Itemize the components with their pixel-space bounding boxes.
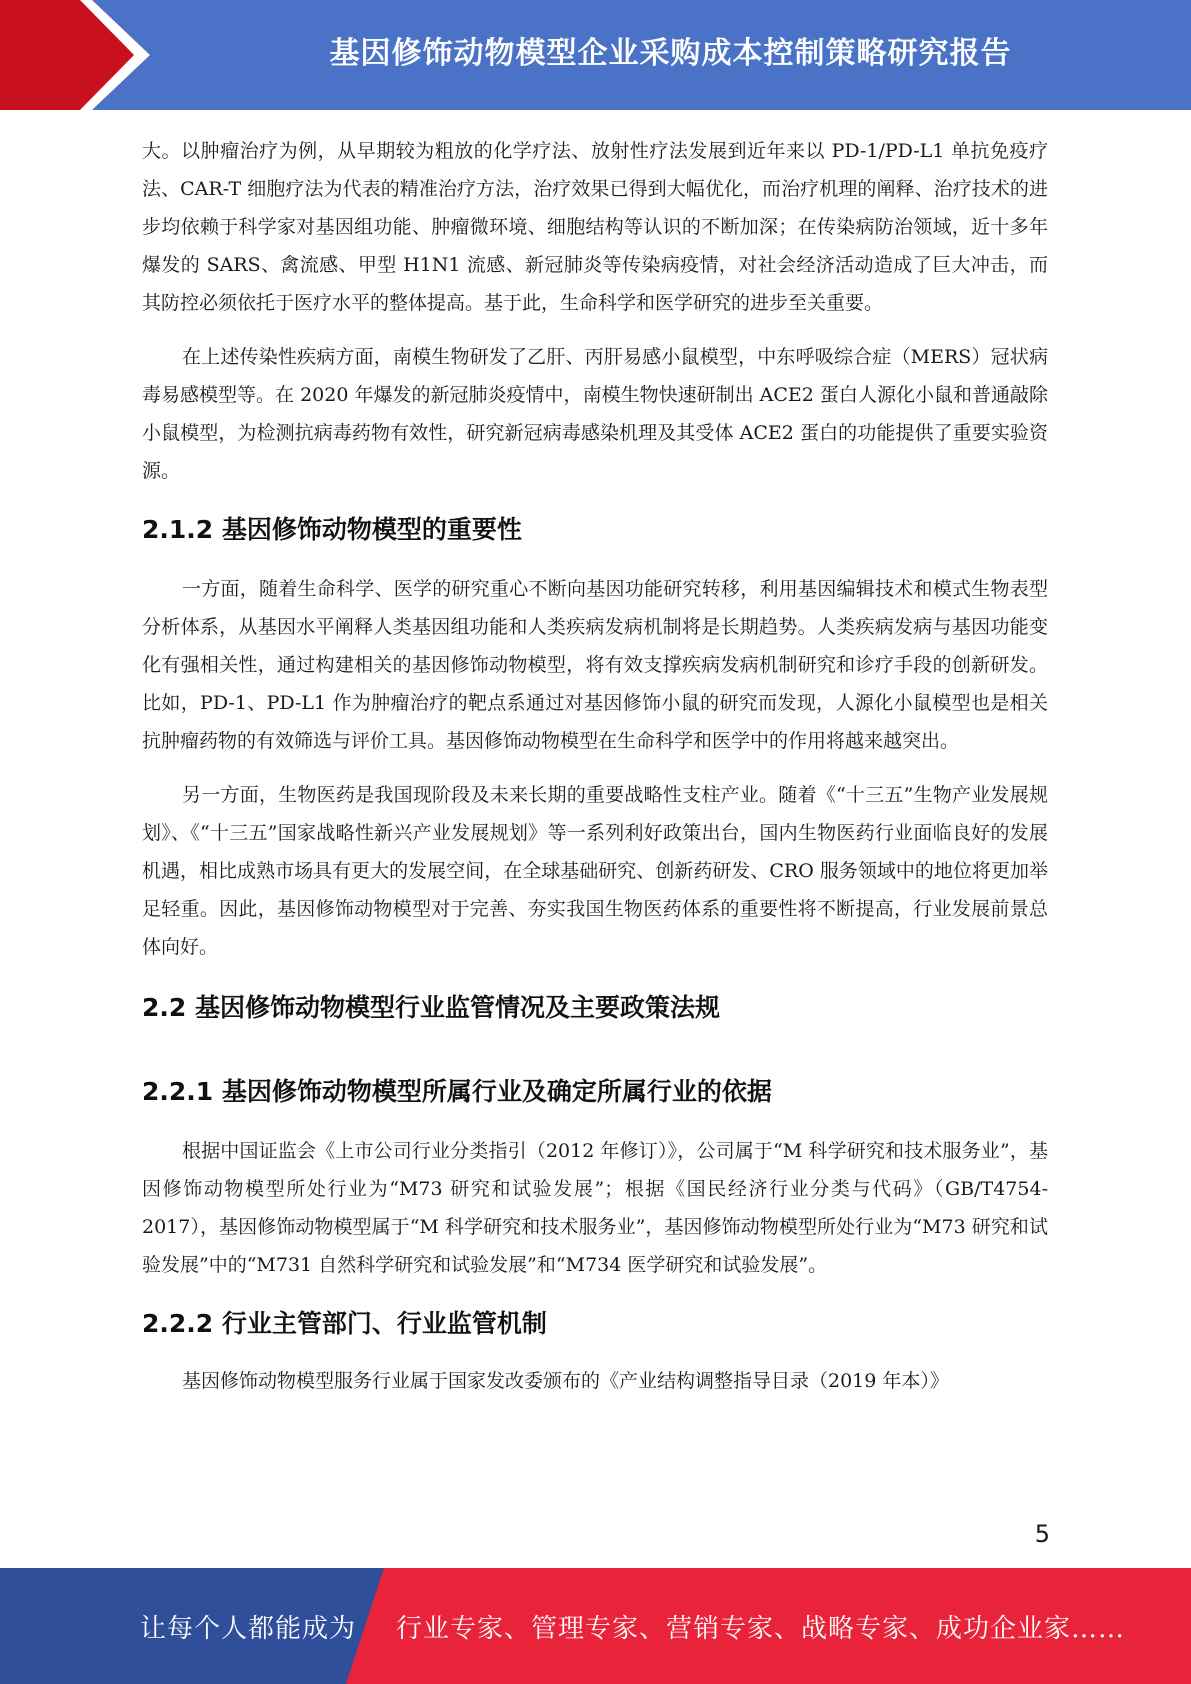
footer-banner	[0, 1568, 1191, 1684]
section-heading-2-2: 2.2 基因修饰动物模型行业监管情况及主要政策法规	[142, 993, 720, 1022]
page-number: 5	[1034, 1520, 1050, 1548]
footer-slogan-left: 让每个人都能成为	[140, 1613, 357, 1644]
footer-slogan-right: 行业专家、管理专家、营销专家、战略专家、成功企业家……	[396, 1613, 1126, 1644]
section-heading-2-2-1: 2.2.1 基因修饰动物模型所属行业及确定所属行业的依据	[142, 1077, 772, 1106]
header-banner	[0, 0, 1191, 110]
paragraph-industry-classification: 根据中国证监会《上市公司行业分类指引（2012 年修订）》，公司属于“M 科学研究和技术服务业”，基因修饰动物模型所处行业为“M73 研究和试验发展”；根据《国民经济行业分类与代码》（GB/T4754-2017），基因修饰动物模型属于“M 科学研究和技术服务业”，基因修饰动物模型所处行业为“M73 研究和试验发展”中的“M731 自然科学研究和试验发展”和“M734 医学研究和试验发展”。	[142, 1140, 1048, 1276]
report-title: 基因修饰动物模型企业采购成本控制策略研究报告	[329, 36, 1012, 71]
paragraph-infectious-disease-models: 在上述传染性疾病方面，南模生物研发了乙肝、丙肝易感小鼠模型，中东呼吸综合症（MERS）冠状病毒易感模型等。在 2020 年爆发的新冠肺炎疫情中，南模生物快速研制出 ACE2 蛋白人源化小鼠和普通敲除小鼠模型，为检测抗病毒药物有效性，研究新冠病毒感染机理及其受体 ACE2 蛋白的功能提供了重要实验资源。	[142, 346, 1048, 482]
section-heading-2-2-2: 2.2.2 行业主管部门、行业监管机制	[142, 1309, 547, 1338]
section-heading-2-1-2: 2.1.2 基因修饰动物模型的重要性	[142, 515, 522, 544]
paragraph-importance-one: 一方面，随着生命科学、医学的研究重心不断向基因功能研究转移，利用基因编辑技术和模式生物表型分析体系，从基因水平阐释人类基因组功能和人类疾病发病机制将是长期趋势。人类疾病发病与基因功能变化有强相关性，通过构建相关的基因修饰动物模型，将有效支撑疾病发病机制研究和诊疗手段的创新研发。比如，PD-1、PD-L1 作为肿瘤治疗的靶点系通过对基因修饰小鼠的研究而发现，人源化小鼠模型也是相关抗肿瘤药物的有效筛选与评价工具。基因修饰动物模型在生命科学和医学中的作用将越来越突出。	[142, 578, 1048, 752]
paragraph-regulatory: 基因修饰动物模型服务行业属于国家发改委颁布的《产业结构调整指导目录（2019 年本）》	[182, 1370, 949, 1392]
paragraph-continuation: 大。以肿瘤治疗为例，从早期较为粗放的化学疗法、放射性疗法发展到近年来以 PD-1/PD-L1 单抗免疫疗法、CAR-T 细胞疗法为代表的精准治疗方法，治疗效果已得到大幅优化，而治疗机理的阐释、治疗技术的进步均依赖于科学家对基因组功能、肿瘤微环境、细胞结构等认识的不断加深；在传染病防治领域，近十多年爆发的 SARS、禽流感、甲型 H1N1 流感、新冠肺炎等传染病疫情，对社会经济活动造成了巨大冲击，而其防控必须依托于医疗水平的整体提高。基于此，生命科学和医学研究的进步至关重要。	[142, 140, 1048, 314]
paragraph-importance-two: 另一方面，生物医药是我国现阶段及未来长期的重要战略性支柱产业。随着《“十三五”生物产业发展规划》、《“十三五”国家战略性新兴产业发展规划》等一系列利好政策出台，国内生物医药行业面临良好的发展机遇，相比成熟市场具有更大的发展空间，在全球基础研究、创新药研发、CRO 服务领域中的地位将更加举足轻重。因此，基因修饰动物模型对于完善、夯实我国生物医药体系的重要性将不断提高，行业发展前景总体向好。	[142, 784, 1048, 958]
document-body	[142, 132, 1048, 1400]
